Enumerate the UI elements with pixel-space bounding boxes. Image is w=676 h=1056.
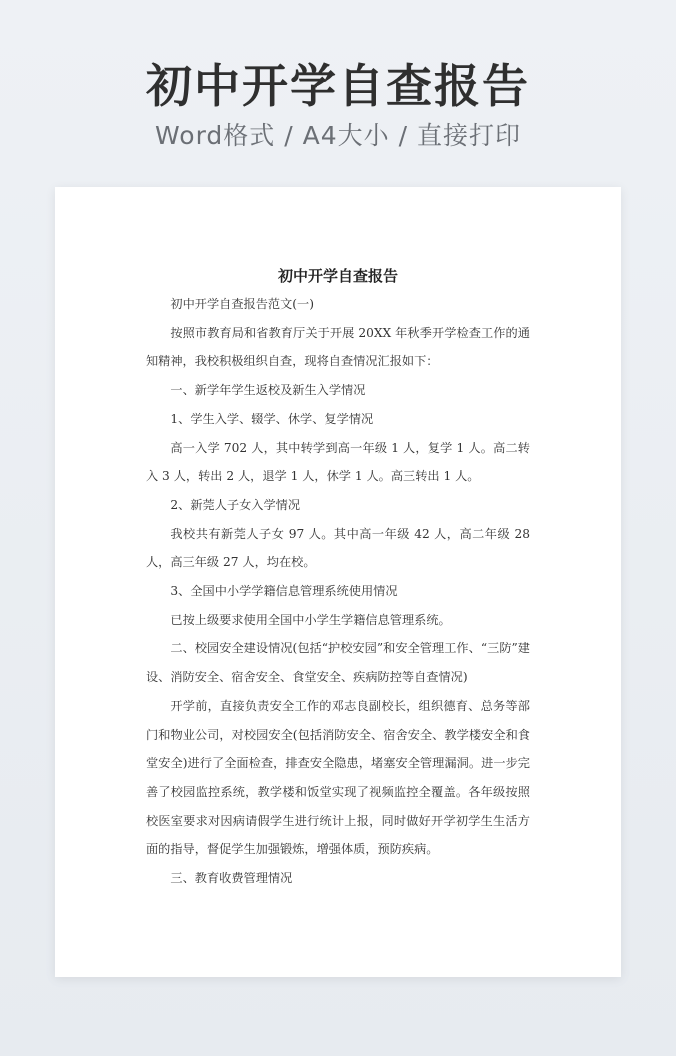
paragraph-registry-system: 已按上级要求使用全国中小学生学籍信息管理系统。	[170, 612, 451, 627]
paragraph-enrollment: 高一入学 702 人，其中转学到高一年级 1 人，复学 1 人。高二转入 3 人，转出 2 人，退学 1 人，休学 1 人。高三转出 1 人。	[146, 440, 530, 484]
subsection-heading-1: 1、学生入学、辍学、休学、复学情况	[170, 411, 374, 426]
subsection-heading-2: 2、新莞人子女入学情况	[170, 497, 301, 512]
document-title: 初中开学自查报告	[277, 267, 398, 285]
paragraph-heading: 初中开学自查报告范文(一)	[170, 297, 314, 311]
section-heading-1: 一、新学年学生返校及新生入学情况	[170, 383, 366, 398]
banner	[0, 58, 676, 152]
document-page	[55, 187, 621, 977]
section-heading-2: 二、校园安全建设情况(包括“护校安园”和安全管理工作、“三防”建设、消防安全、宿舍安全、食堂安全、疾病防控等自查情况)	[146, 641, 530, 685]
banner-title: 初中开学自查报告	[146, 59, 530, 113]
subsection-heading-3: 3、全国中小学学籍信息管理系统使用情况	[170, 584, 398, 599]
paragraph-intro: 按照市教育局和省教育厅关于开展 20XX 年秋季开学检查工作的通知精神，我校积极组织自查，现将自查情况汇报如下：	[146, 325, 530, 369]
banner-subtitle: Word格式 / A4大小 / 直接打印	[155, 121, 521, 150]
paragraph-safety: 开学前，直接负责安全工作的邓志良副校长，组织德育、总务等部门和物业公司，对校园安全(包括消防安全、宿舍安全、教学楼安全和食堂安全)进行了全面检查，排查安全隐患，堵塞安全管理漏洞。进一步完善了校园监控系统，教学楼和饭堂实现了视频监控全覆盖。各年级按照校医室要求对因病请假学生进行统计上报，同时做好开学初学生生活方面的指导，督促学生加强锻炼，增强体质，预防疾病。	[146, 698, 530, 857]
section-heading-3: 三、教育收费管理情况	[170, 871, 293, 886]
document-body	[146, 290, 530, 893]
paragraph-migrant-children: 我校共有新莞人子女 97 人。其中高一年级 42 人，高二年级 28 人，高三年级 27 人，均在校。	[146, 526, 530, 570]
